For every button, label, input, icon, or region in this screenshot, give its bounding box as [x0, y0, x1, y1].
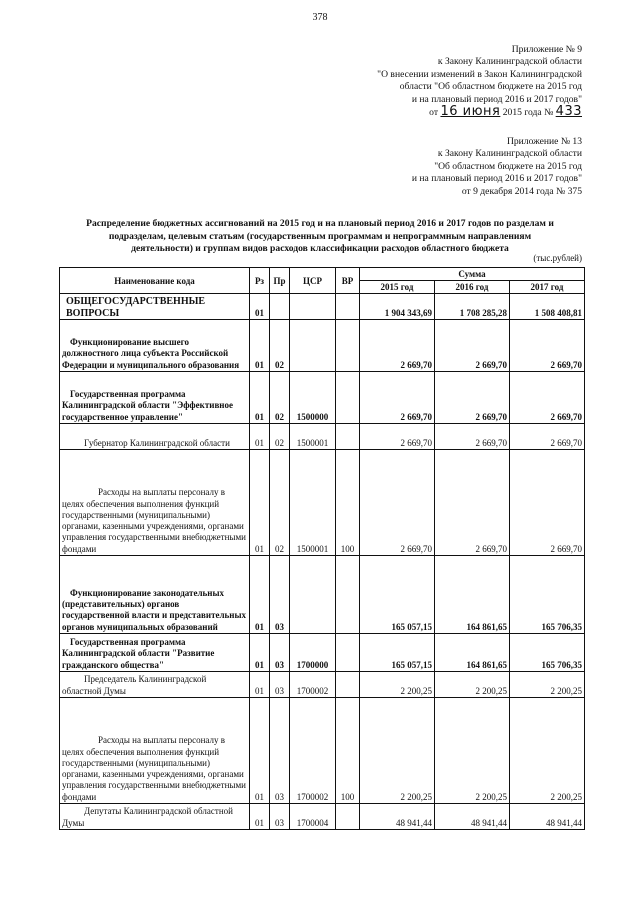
table-row — [60, 672, 585, 698]
table-row — [60, 804, 585, 830]
table-row — [60, 698, 585, 804]
row-vr: 100 — [336, 450, 360, 556]
row-2017: 165 706,35 — [510, 556, 585, 634]
table-row — [60, 372, 585, 424]
row-2017: 2 669,70 — [510, 450, 585, 556]
header-pr: Пр — [270, 268, 290, 294]
table-row — [60, 294, 585, 320]
row-rz: 01 — [250, 372, 270, 424]
row-2017: 165 706,35 — [510, 634, 585, 672]
row-vr — [336, 294, 360, 320]
heading-line: деятельности) и группам видов расходов классификации расходов областного бюджета — [131, 243, 509, 254]
row-2015: 2 669,70 — [360, 372, 435, 424]
row-2015: 2 669,70 — [360, 424, 435, 450]
row-csr — [290, 556, 336, 634]
row-vr — [336, 372, 360, 424]
handwritten-date: 16 июня — [440, 104, 501, 120]
heading-line: Распределение бюджетных ассигнований на 2015 год и на плановый период 2016 и 2017 годов по разделам и — [86, 218, 554, 229]
row-csr — [290, 320, 336, 372]
appendix-9-line: области "Об областном бюджете на 2015 год — [399, 81, 582, 93]
header-2016: 2016 год — [435, 281, 510, 294]
row-2016: 2 200,25 — [435, 698, 510, 804]
appendix-13-line: к Закону Калининградской области — [437, 148, 582, 160]
header-2015: 2015 год — [360, 281, 435, 294]
appendix-9-block — [377, 44, 582, 119]
row-2017: 2 669,70 — [510, 320, 585, 372]
row-2017: 2 200,25 — [510, 672, 585, 698]
row-rz: 01 — [250, 320, 270, 372]
header-2017: 2017 год — [510, 281, 585, 294]
row-vr — [336, 556, 360, 634]
appendix-9-line: "О внесении изменений в Закон Калининградской — [377, 68, 582, 80]
appendix-13-line: и на плановый период 2016 и 2017 годов" — [411, 173, 582, 185]
header-rz: Рз — [250, 268, 270, 294]
row-pr: 02 — [270, 320, 290, 372]
row-2015: 48 941,44 — [360, 804, 435, 830]
row-rz: 01 — [250, 804, 270, 830]
row-2017: 2 200,25 — [510, 698, 585, 804]
header-sum: Сумма — [360, 268, 585, 281]
row-name: Государственная программа Калининградской области "Эффективное государственное управление" — [60, 372, 250, 424]
row-2016: 164 861,65 — [435, 634, 510, 672]
row-csr: 1700002 — [290, 672, 336, 698]
table-row — [60, 556, 585, 634]
row-name: Функционирование законодательных (представительных) органов государственной власти и представительных органов муниципальных образований — [60, 556, 250, 634]
number-label: № — [544, 107, 554, 119]
row-name: Функционирование высшего должностного лица субъекта Российской Федерации и муниципального образования — [60, 320, 250, 372]
row-name: Депутаты Калининградской областной Думы — [60, 804, 250, 830]
row-rz: 01 — [250, 698, 270, 804]
row-2015: 165 057,15 — [360, 634, 435, 672]
heading-line: подразделам, целевым статьям (государственным программам и непрограммным направлениям — [108, 230, 532, 242]
appendix-9-title: Приложение № 9 — [511, 44, 582, 55]
row-vr — [336, 424, 360, 450]
row-vr — [336, 804, 360, 830]
row-name: ОБЩЕГОСУДАРСТВЕННЫЕ ВОПРОСЫ — [60, 294, 250, 320]
row-pr — [270, 294, 290, 320]
appendix-9-line: и на плановый период 2016 и 2017 годов" — [411, 93, 582, 105]
row-rz: 01 — [250, 556, 270, 634]
row-csr: 1500001 — [290, 424, 336, 450]
row-2015: 2 200,25 — [360, 698, 435, 804]
row-csr — [290, 294, 336, 320]
row-vr — [336, 634, 360, 672]
row-csr: 1500000 — [290, 372, 336, 424]
header-csr: ЦСР — [290, 268, 336, 294]
row-rz: 01 — [250, 450, 270, 556]
header-name: Наименование кода — [60, 268, 250, 294]
document-heading — [40, 218, 600, 256]
row-2015: 2 200,25 — [360, 672, 435, 698]
appendix-13-title: Приложение № 13 — [506, 136, 582, 147]
row-name: Государственная программа Калининградской области "Развитие гражданского общества" — [60, 634, 250, 672]
row-pr: 02 — [270, 372, 290, 424]
row-name: Расходы на выплаты персоналу в целях обеспечения выполнения функций государственными (муниципальными) органами, казенными учреждениями, органами управления государственными внебюджетными фондами — [60, 698, 250, 804]
row-name: Губернатор Калининградской области — [60, 424, 250, 450]
appendix-9-line: к Закону Калининградской области — [437, 56, 582, 68]
year-label: 2015 года — [502, 107, 542, 119]
table-row — [60, 450, 585, 556]
row-csr: 1700004 — [290, 804, 336, 830]
budget-table — [59, 267, 585, 830]
row-vr — [336, 672, 360, 698]
page-number: 378 — [312, 12, 328, 23]
appendix-13-line: от 9 декабря 2014 года № 375 — [461, 185, 582, 197]
row-2016: 164 861,65 — [435, 556, 510, 634]
header-vr: ВР — [336, 268, 360, 294]
appendix-13-block — [412, 136, 582, 198]
row-2016: 2 669,70 — [435, 450, 510, 556]
row-2016: 48 941,44 — [435, 804, 510, 830]
row-csr: 1700002 — [290, 698, 336, 804]
row-2017: 48 941,44 — [510, 804, 585, 830]
row-2015: 1 904 343,69 — [360, 294, 435, 320]
row-2017: 2 669,70 — [510, 424, 585, 450]
table-row — [60, 424, 585, 450]
row-2016: 2 669,70 — [435, 372, 510, 424]
row-pr: 03 — [270, 634, 290, 672]
appendix-13-line: "Об областном бюджете на 2015 год — [434, 160, 582, 172]
row-2017: 2 669,70 — [510, 372, 585, 424]
table-row — [60, 320, 585, 372]
row-rz: 01 — [250, 424, 270, 450]
row-vr — [336, 320, 360, 372]
row-pr: 02 — [270, 450, 290, 556]
row-name: Председатель Калининградской областной Думы — [60, 672, 250, 698]
unit-label: (тыс.рублей) — [533, 253, 582, 263]
row-name: Расходы на выплаты персоналу в целях обеспечения выполнения функций государственными (муниципальными) органами, казенными учреждениями, органами управления государственными внебюджетными фондами — [60, 450, 250, 556]
row-2016: 2 669,70 — [435, 320, 510, 372]
row-rz: 01 — [250, 294, 270, 320]
row-2015: 165 057,15 — [360, 556, 435, 634]
row-2016: 1 708 285,28 — [435, 294, 510, 320]
row-2017: 1 508 408,81 — [510, 294, 585, 320]
row-pr: 03 — [270, 556, 290, 634]
row-2016: 2 669,70 — [435, 424, 510, 450]
row-pr: 03 — [270, 804, 290, 830]
row-rz: 01 — [250, 672, 270, 698]
row-2015: 2 669,70 — [360, 450, 435, 556]
row-pr: 02 — [270, 424, 290, 450]
from-label: от — [429, 107, 439, 119]
appendix-9-date-line — [377, 106, 582, 119]
row-pr: 03 — [270, 672, 290, 698]
row-vr: 100 — [336, 698, 360, 804]
row-2016: 2 200,25 — [435, 672, 510, 698]
row-2015: 2 669,70 — [360, 320, 435, 372]
table-row — [60, 634, 585, 672]
row-csr: 1500001 — [290, 450, 336, 556]
row-rz: 01 — [250, 634, 270, 672]
row-pr: 03 — [270, 698, 290, 804]
handwritten-number: 433 — [555, 104, 582, 120]
row-csr: 1700000 — [290, 634, 336, 672]
